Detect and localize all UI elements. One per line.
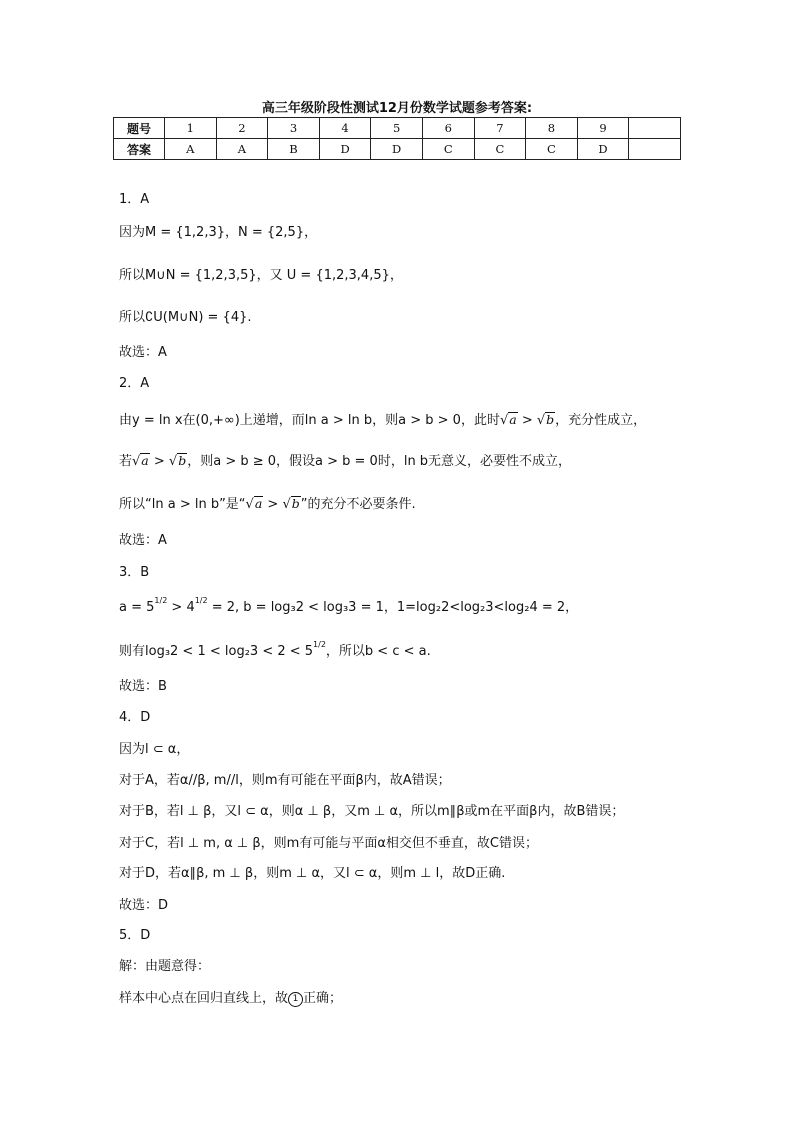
answer-cell: D	[319, 139, 371, 160]
question-number-cell: 8	[526, 118, 578, 139]
solution-line: $a = 5^{1/2} > 4^{1/2} = 2$, b = log₃2 < log₃3 = 1，1=log₂2<log₂3<log₂4 = 2，	[119, 596, 579, 615]
question-heading: 2．A	[119, 376, 150, 391]
answer-cell: A	[216, 139, 268, 160]
answer-cell	[629, 139, 681, 160]
solution-line: 对于A，若α//β, m//l，则m有可能在平面β内，故A错误；	[119, 773, 451, 788]
answer-cell: A	[165, 139, 217, 160]
answer-choice-line: 故选：D	[119, 898, 169, 913]
answer-choice-line: 故选：B	[119, 679, 167, 694]
answer-cell: C	[422, 139, 474, 160]
solution-line: 所以M∪N = {1,2,3,5}，又 U = {1,2,3,4,5}，	[119, 268, 403, 283]
question-heading: 1．A	[119, 192, 150, 207]
answer-table	[113, 117, 681, 160]
solution-line: 解：由题意得：	[119, 959, 211, 974]
question-heading: 4．D	[119, 710, 151, 725]
solution-line: 对于D，若α∥β, m ⊥ β，则m ⊥ α，又l ⊂ α，则m ⊥ l，故D正确.	[119, 866, 506, 881]
answer-header: 答案	[114, 139, 165, 160]
question-number-cell: 9	[577, 118, 629, 139]
solution-line: 所以∁U(M∪N) = {4}.	[119, 310, 252, 325]
solution-line: 因为l ⊂ α，	[119, 742, 190, 757]
question-number-cell: 2	[216, 118, 268, 139]
question-number-cell: 7	[474, 118, 526, 139]
solution-line: 由y = ln x在(0,+∞)上递增，而ln a > ln b，则a > b > 0，此时√a > √b，充分性成立，	[119, 412, 647, 428]
answer-choice-line: 故选：A	[119, 533, 167, 548]
solution-line: 对于B，若l ⊥ β，又l ⊂ α，则α ⊥ β，又m ⊥ α，所以m∥β或m在平面β内，故B错误；	[119, 804, 625, 819]
solution-line: 若√a > √b，则a > b ≥ 0，假设a > b = 0时，ln b无意义，必要性不成立，	[119, 453, 572, 469]
question-heading: 5．D	[119, 928, 151, 943]
question-number-cell: 5	[371, 118, 423, 139]
question-number-cell: 6	[422, 118, 474, 139]
solution-line: 对于C，若l ⊥ m, α ⊥ β，则m有可能与平面α相交但不垂直，故C错误；	[119, 836, 538, 851]
question-number-cell: 3	[268, 118, 320, 139]
solution-line: 样本中心点在回归直线上，故 1 正确；	[119, 991, 343, 1006]
answer-cell: B	[268, 139, 320, 160]
question-number-header: 题号	[114, 118, 165, 139]
solution-line: 则有$\log_32 < 1 < \log_23 < 2 < 5^{1/2}$，所以b < c < a.	[119, 640, 431, 659]
answer-cell: C	[526, 139, 578, 160]
question-number-cell	[629, 118, 681, 139]
answer-choice-line: 故选：A	[119, 345, 167, 360]
solution-line: 所以“ln a > ln b”是“√a > √b”的充分不必要条件.	[119, 496, 416, 512]
question-heading: 3．B	[119, 565, 150, 580]
question-number-cell: 4	[319, 118, 371, 139]
answer-cell: D	[371, 139, 423, 160]
answer-cell: C	[474, 139, 526, 160]
answer-cell: D	[577, 139, 629, 160]
page-title: 高三年级阶段性测试12月份数学试题参考答案:	[261, 101, 533, 116]
answer-row	[114, 139, 681, 160]
question-number-cell: 1	[165, 118, 217, 139]
solution-line: 因为M = {1,2,3}，N = {2,5}，	[119, 225, 318, 240]
question-number-row	[114, 118, 681, 139]
